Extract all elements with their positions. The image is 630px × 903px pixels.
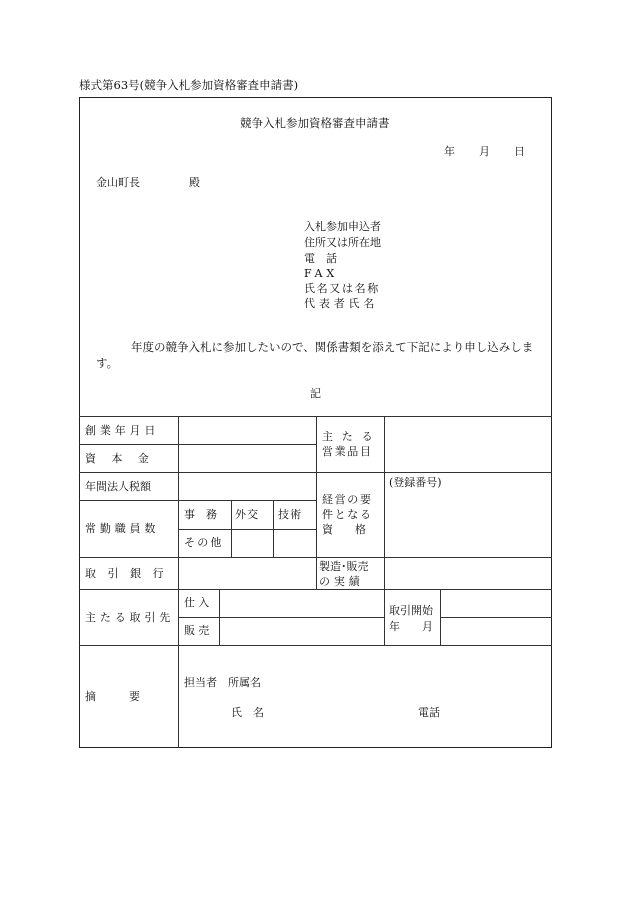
date-month-label: 月 xyxy=(479,145,490,158)
manufacture-label-2: の実績 xyxy=(319,575,364,588)
employees-label: 常勤職員数 xyxy=(85,522,160,535)
date-year-label: 年 xyxy=(444,145,455,158)
form-title: 競争入札参加資格審査申請書 xyxy=(240,116,390,130)
addressee-name: 金山町長 xyxy=(96,176,140,189)
form-number: 様式第63号(競争入札参加資格審査申請書) xyxy=(79,78,299,92)
staff-gijutsu-label: 技術 xyxy=(278,508,303,521)
remarks-label: 摘 要 xyxy=(85,690,140,703)
applicant-representative-label: 代表者氏名 xyxy=(304,297,379,310)
column-rule xyxy=(384,416,385,589)
row-rule xyxy=(79,589,552,590)
application-text-line1: 年度の競争入札に参加したいので、関係書類を添えて下記により申し込みしま xyxy=(131,340,534,354)
manufacture-label-1: 製造･販売 xyxy=(319,560,369,573)
contact-name-label: 氏 名 xyxy=(231,706,264,719)
applicant-name-label: 氏名又は名称 xyxy=(304,282,380,295)
bank-label: 取引銀行 xyxy=(85,567,176,580)
column-rule xyxy=(219,589,220,645)
column-rule xyxy=(273,500,274,557)
main-products-label-2: 営業品目 xyxy=(322,445,373,458)
row-rule xyxy=(440,617,552,618)
staff-gaiko-label: 外交 xyxy=(235,508,260,521)
qualification-label-1: 経営の要 xyxy=(322,493,373,506)
main-products-label-1: 主たる xyxy=(322,430,382,443)
applicant-heading: 入札参加申込者 xyxy=(304,220,381,233)
qualification-label-3: 資 格 xyxy=(322,523,366,536)
registration-number-label: (登録番号) xyxy=(389,476,442,489)
contact-person-label: 担当者 所属名 xyxy=(184,676,261,689)
staff-other-label: その他 xyxy=(184,536,224,549)
row-rule xyxy=(178,529,316,530)
applicant-phone-label: 電 話 xyxy=(304,252,337,265)
applicant-fax-label: FAX xyxy=(304,267,339,280)
contact-phone-label: 電話 xyxy=(418,706,440,719)
ki-marker: 記 xyxy=(310,387,321,400)
main-clients-label: 主たる取引先 xyxy=(85,611,175,624)
corporate-tax-label: 年間法人税額 xyxy=(85,480,151,493)
qualification-label-2: 件となる xyxy=(322,508,373,521)
purchase-label: 仕入 xyxy=(184,596,213,609)
column-rule xyxy=(384,589,385,645)
addressee-honorific: 殿 xyxy=(189,176,200,189)
sales-label: 販売 xyxy=(184,624,213,637)
row-rule xyxy=(79,444,316,445)
trade-start-label-2: 年 月 xyxy=(389,620,433,633)
column-rule xyxy=(178,416,179,748)
column-rule xyxy=(231,500,232,557)
applicant-address-label: 住所又は所在地 xyxy=(304,236,381,249)
row-rule xyxy=(178,617,384,618)
column-rule xyxy=(440,589,441,645)
capital-label: 資 本 金 xyxy=(85,452,151,465)
date-day-label: 日 xyxy=(514,145,525,158)
founding-date-label: 創業年月日 xyxy=(85,424,160,437)
staff-jimu-label: 事 務 xyxy=(184,508,217,521)
column-rule xyxy=(316,416,317,589)
application-text-line2: す。 xyxy=(96,356,119,370)
row-rule xyxy=(79,500,316,501)
trade-start-label-1: 取引開始 xyxy=(389,604,433,617)
row-rule xyxy=(79,645,552,646)
